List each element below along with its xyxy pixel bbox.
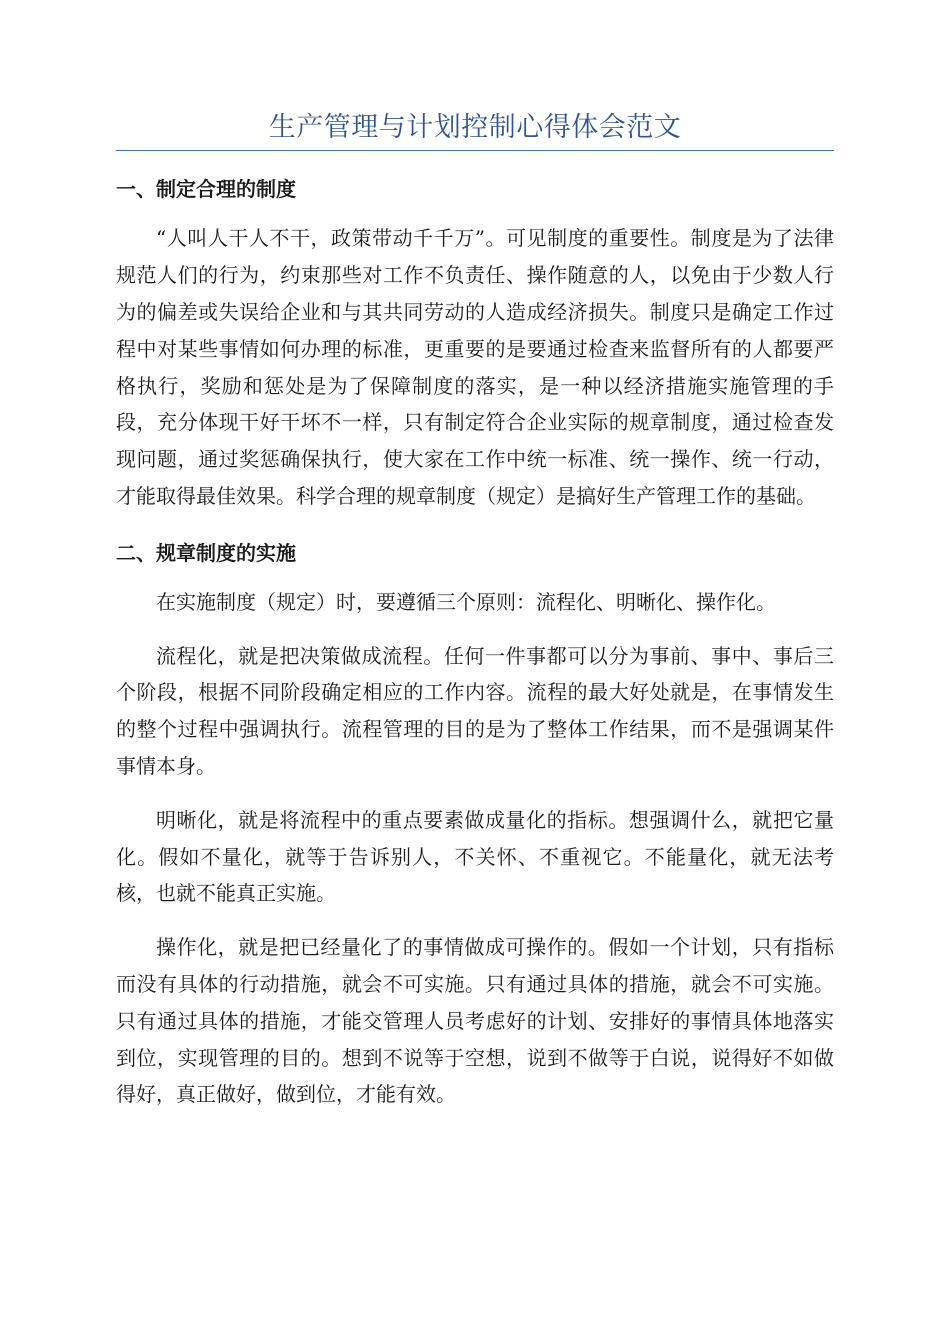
document-page [116,112,834,1113]
body-paragraph: 在实施制度（规定）时，要遵循三个原则：流程化、明晰化、操作化。 [156,589,776,614]
body-paragraph: 流程化，就是把决策做成流程。任何一件事都可以分为事前、事中、事后三个阶段，根据不同阶段确定相应的工作内容。流程的最大好处就是，在事情发生的整个过程中强调执行。流程管理的目的是为了整体工作结果，而不是强调某件事情本身。 [116,643,834,778]
section-heading: 二、规章制度的实施 [116,540,296,565]
document-title: 生产管理与计划控制心得体会范文 [116,112,834,151]
body-paragraph: 明晰化，就是将流程中的重点要素做成量化的指标。想强调什么，就把它量化。假如不量化，就等于告诉别人，不关怀、不重视它。不能量化，就无法考核，也就不能真正实施。 [116,807,834,906]
body-paragraph: “人叫人干人不干，政策带动千千万”。可见制度的重要性。制度是为了法律规范人们的行为，约束那些对工作不负责任、操作随意的人，以免由于少数人行为的偏差或失误给企业和与其共同劳动的人造成经济损失。制度只是确定工作过程中对某些事情如何办理的标准，更重要的是要通过检查来监督所有的人都要严格执行，奖励和惩处是为了保障制度的落实，是一种以经济措施实施管理的手段，充分体现干好干坏不一样，只有制定符合企业实际的规章制度，通过检查发现问题，通过奖惩确保执行，使大家在工作中统一标准、统一操作、统一行动，才能取得最佳效果。科学合理的规章制度（规定）是搞好生产管理工作的基础。 [116,226,834,508]
section-implementation [116,539,834,1113]
section-system [116,175,834,514]
section-heading: 一、制定合理的制度 [116,177,296,202]
body-paragraph: 操作化，就是把已经量化了的事情做成可操作的。假如一个计划，只有指标而没有具体的行动措施，就会不可实施。只有通过具体的措施，就会不可实施。只有通过具体的措施，才能交管理人员考虑好的计划、安排好的事情具体地落实到位，实现管理的目的。想到不说等于空想，说到不做等于白说，说得好不如做得好，真正做好，做到位，才能有效。 [116,935,834,1107]
